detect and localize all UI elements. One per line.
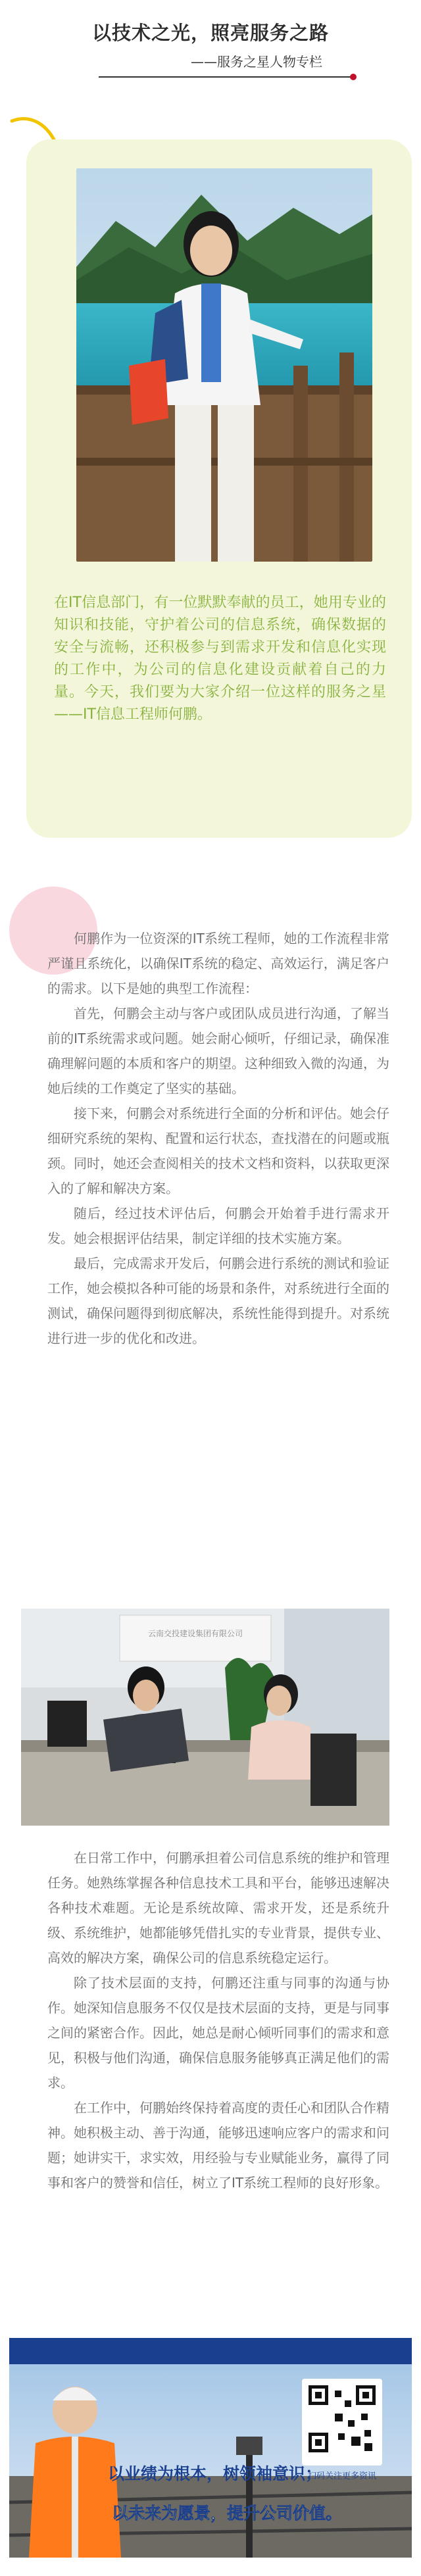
subtitle-row (92, 50, 368, 70)
divider-dot (350, 74, 357, 80)
office-banner-text: 云南交投建设集团有限公司 (147, 1629, 243, 1638)
slogan-line-2: 以未来为愿景，提升公司价值。 (112, 2504, 343, 2523)
portrait-photo (76, 168, 372, 562)
paragraph: 除了技术层面的支持，何鹏还注重与同事的沟通与协作。她深知信息服务不仅仅是技术层面的支持，更是与同事之间的紧密合作。因此，她总是耐心倾听同事们的需求和意见，积极与他们沟通，确保信息服务能够真正满足他们的需求。 (47, 1975, 389, 2091)
article-section-2 (47, 1845, 389, 2195)
footer-banner (9, 2338, 412, 2558)
paragraph: 在工作中，何鹏始终保持着高度的责任心和团队合作精神。她积极主动、善于沟通，能够迅速响应客户的需求和问题；她讲实干，求实效，用经验与专业赋能业务，赢得了同事和客户的赞誉和信任，树立了IT系统工程师的良好形象。 (47, 2100, 389, 2191)
page-title: 以技术之光，照亮服务之路 (91, 22, 329, 44)
paragraph: 何鹏作为一位资深的IT系统工程师，她的工作流程非常严谨且系统化，以确保IT系统的稳定、高效运行，满足客户的需求。以下是她的典型工作流程： (47, 931, 389, 996)
slogan-line-1: 以业绩为根本，树领袖意识； (108, 2464, 322, 2483)
title-divider (99, 76, 355, 78)
article-section-1 (47, 926, 389, 1351)
qr-caption: 扫码关注更多资讯 (307, 2471, 377, 2481)
office-photo (21, 1609, 389, 1826)
paragraph: 首先，何鹏会主动与客户或团队成员进行沟通，了解当前的IT系统需求或问题。她会耐心倾听，仔细记录，确保准确理解问题的本质和客户的期望。这种细致入微的沟通，为她后续的工作奠定了坚实的基础。 (47, 1006, 389, 1096)
paragraph: 接下来，何鹏会对系统进行全面的分析和评估。她会仔细研究系统的架构、配置和运行状态，查找潜在的问题或瓶颈。同时，她还会查阅相关的技术文档和资料，以获取更深入的了解和解决方案。 (47, 1106, 389, 1196)
intro-text: 在IT信息部门，有一位默默奉献的员工，她用专业的知识和技能，守护着公司的信息系统，确保数据的安全与流畅，还积极参与到需求开发和信息化实现的工作中，为公司的信息化建设贡献着自己的力量。今天，我们要为大家介绍一位这样的服务之星——IT信息工程师何鹏。 (54, 595, 386, 723)
paragraph: 在日常工作中，何鹏承担着公司信息系统的维护和管理任务。她熟练掌握各种信息技术工具和平台，能够迅速解决各种技术难题。无论是系统故障、需求开发，还是系统升级、系统维护，她都能够凭借扎实的专业背景，提供专业、高效的解决方案，确保公司的信息系统稳定运行。 (47, 1850, 389, 1966)
paragraph: 最后，完成需求开发后，何鹏会进行系统的测试和验证工作，她会模拟各种可能的场景和条件，对系统进行全面的测试，确保问题得到彻底解决，系统性能得到提升。对系统进行进一步的优化和改进。 (47, 1255, 389, 1346)
subtitle: ——服务之星人物专栏 (191, 54, 322, 70)
paragraph: 随后，经过技术评估后，何鹏会开始着手进行需求开发。她会根据评估结果，制定详细的技术实施方案。 (47, 1205, 389, 1246)
